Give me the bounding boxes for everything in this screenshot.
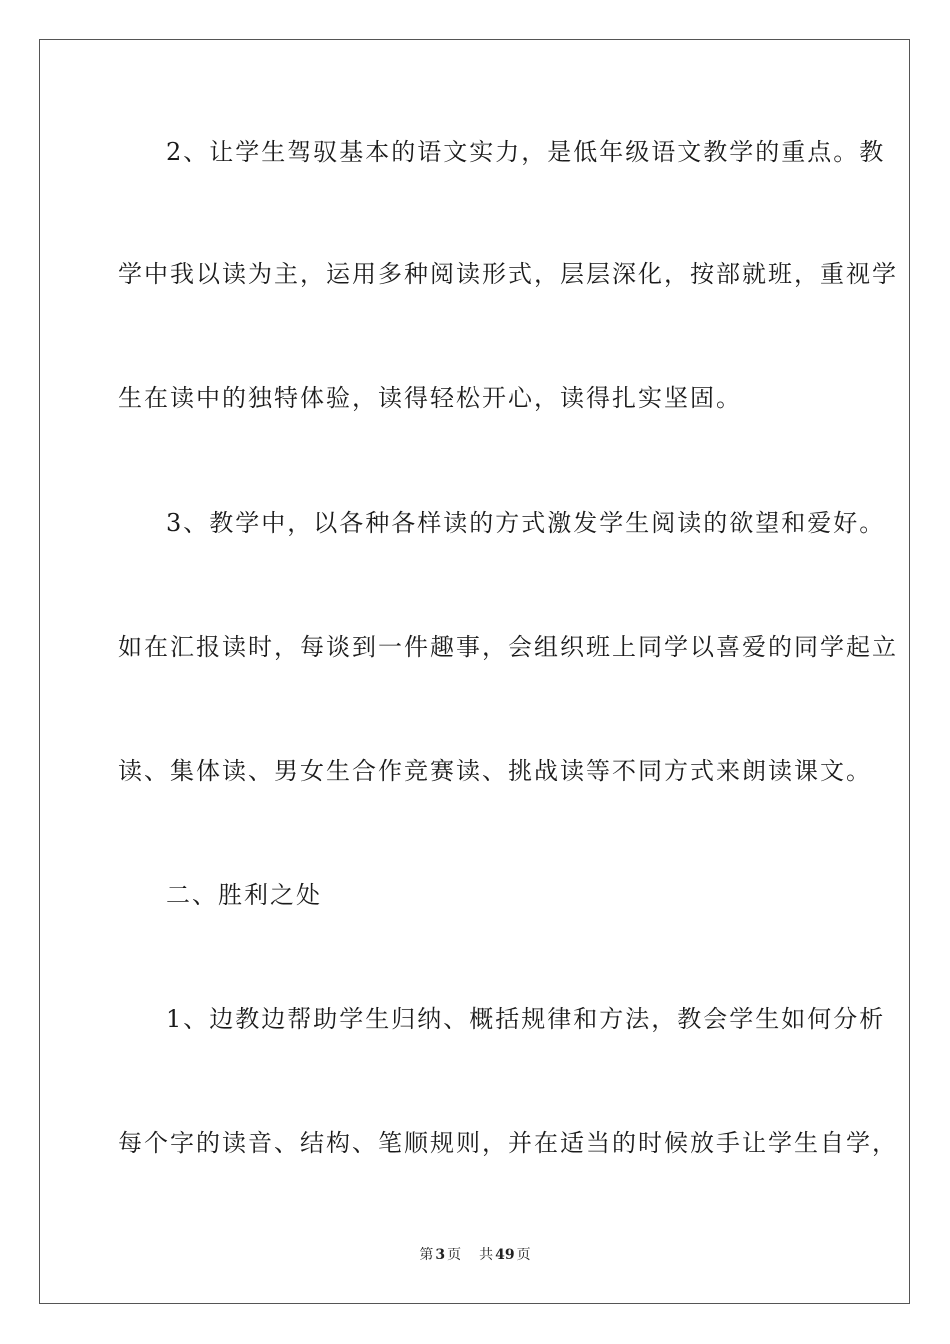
paragraph-line: 3、教学中，以各种各样读的方式激发学生阅读的欲望和爱好。 bbox=[166, 509, 886, 537]
total-page-number: 49 bbox=[495, 1247, 515, 1263]
page-footer bbox=[0, 1246, 950, 1264]
paragraph-line: 读、集体读、男女生合作竞赛读、挑战读等不同方式来朗读课文。 bbox=[118, 757, 872, 785]
page-border bbox=[39, 39, 910, 1304]
paragraph-line: 如在汇报读时，每谈到一件趣事，会组织班上同学以喜爱的同学起立 bbox=[118, 633, 898, 661]
paragraph-line: 学中我以读为主，运用多种阅读形式，层层深化，按部就班，重视学 bbox=[118, 260, 898, 288]
page-unit: 页 bbox=[447, 1247, 462, 1263]
current-page-number: 3 bbox=[435, 1247, 446, 1263]
page-prefix: 第 bbox=[419, 1247, 434, 1263]
paragraph-line: 1、边教边帮助学生归纳、概括规律和方法，教会学生如何分析 bbox=[166, 1005, 886, 1033]
paragraph-line: 2、让学生驾驭基本的语文实力，是低年级语文教学的重点。教 bbox=[166, 138, 886, 166]
paragraph-line: 生在读中的独特体验，读得轻松开心，读得扎实坚固。 bbox=[118, 384, 742, 412]
section-heading: 二、胜利之处 bbox=[166, 881, 322, 909]
paragraph-line: 每个字的读音、结构、笔顺规则，并在适当的时候放手让学生自学， bbox=[118, 1129, 898, 1157]
total-prefix: 共 bbox=[479, 1247, 494, 1263]
total-unit: 页 bbox=[516, 1247, 531, 1263]
